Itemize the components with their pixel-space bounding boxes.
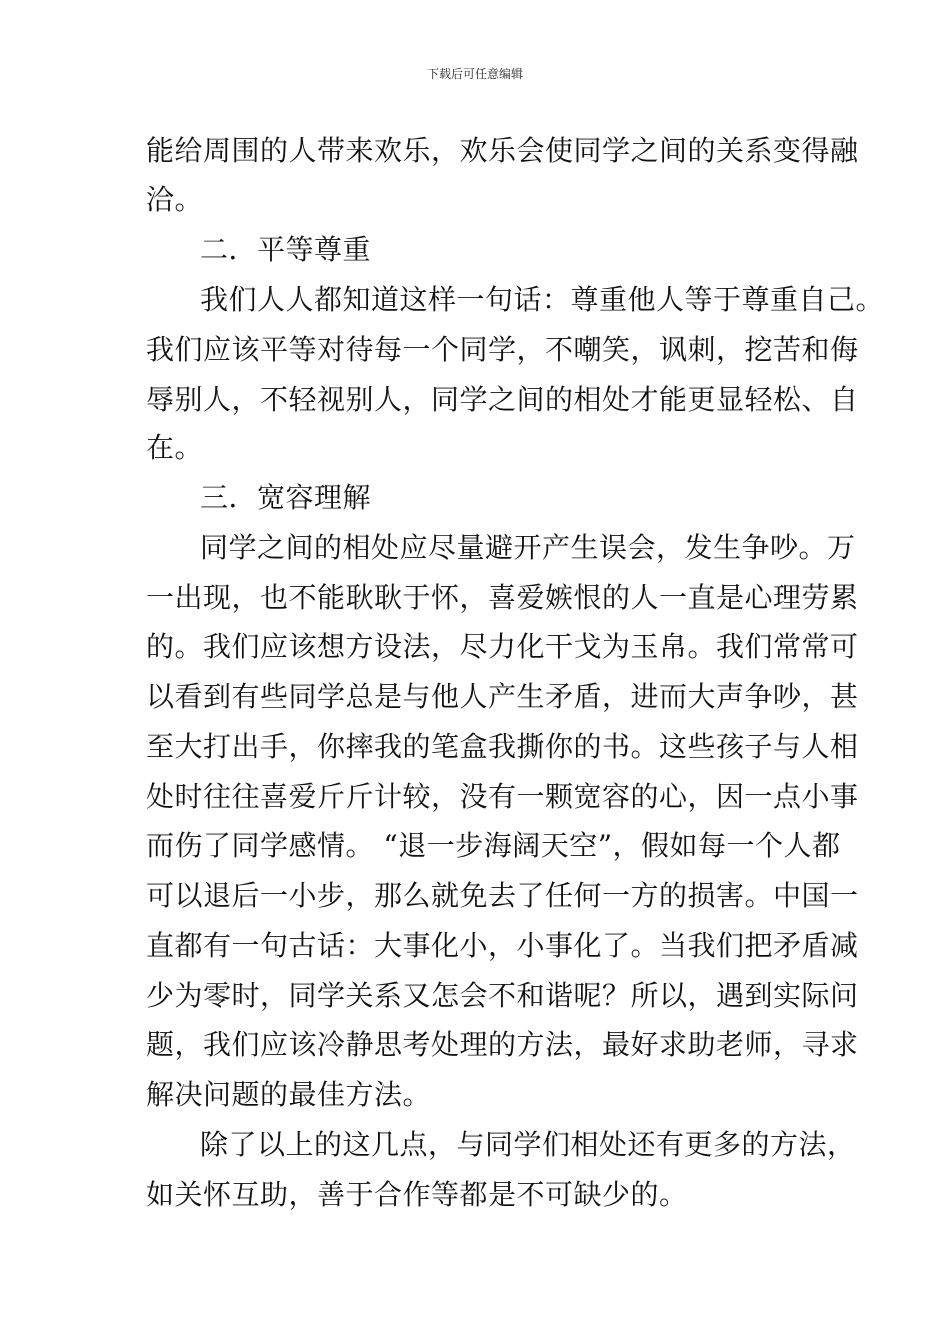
text-line: 我们人人都知道这样一句话：尊重他人等于尊重自己。 [200, 283, 885, 316]
text-line: 处时往往喜爱斤斤计较，没有一颗宽容的心，因一点小事 [146, 780, 859, 813]
text-line: 的。我们应该想方设法，尽力化干戈为玉帛。我们常常可 [146, 630, 859, 663]
text-line: 至大打出手，你摔我的笔盒我撕你的书。这些孩子与人相 [146, 730, 859, 763]
text-line: 洽。 [146, 183, 204, 216]
text-line: 我们应该平等对待每一个同学，不嘲笑，讽刺，挖苦和侮 [146, 333, 859, 366]
text-line: 以看到有些同学总是与他人产生矛盾，进而大声争吵，甚 [146, 680, 859, 713]
text-line: 除了以上的这几点，与同学们相处还有更多的方法， [200, 1128, 856, 1161]
text-line: 同学之间的相处应尽量避开产生误会，发生争吵。万 [200, 531, 856, 564]
section-heading: 三．宽容理解 [200, 481, 372, 514]
text-line: 直都有一句古话：大事化小，小事化了。当我们把矛盾减 [146, 929, 859, 962]
text-line: 在。 [146, 431, 204, 464]
text-line: 可以退后一小步，那么就免去了任何一方的损害。中国一 [146, 879, 859, 912]
section-heading: 二．平等尊重 [200, 233, 372, 266]
text-line: 题，我们应该冷静思考处理的方法，最好求助老师，寻求 [146, 1028, 859, 1061]
text-line: 一出现，也不能耿耿于怀，喜爱嫉恨的人一直是心理劳累 [146, 581, 859, 614]
text-line: 而伤了同学感情。 “退一步海阔天空”，假如每一个人都 [146, 829, 841, 862]
text-line: 能给周围的人带来欢乐，欢乐会使同学之间的关系变得融 [146, 134, 859, 167]
page-header: 下载后可任意编辑 [426, 67, 523, 81]
text-line: 如关怀互助，善于合作等都是不可缺少的。 [146, 1178, 688, 1211]
text-line: 少为零时，同学关系又怎会不和谐呢？所以，遇到实际问 [146, 979, 859, 1012]
text-line: 辱别人，不轻视别人，同学之间的相处才能更显轻松、自 [146, 383, 859, 416]
text-line: 解决问题的最佳方法。 [146, 1078, 432, 1111]
